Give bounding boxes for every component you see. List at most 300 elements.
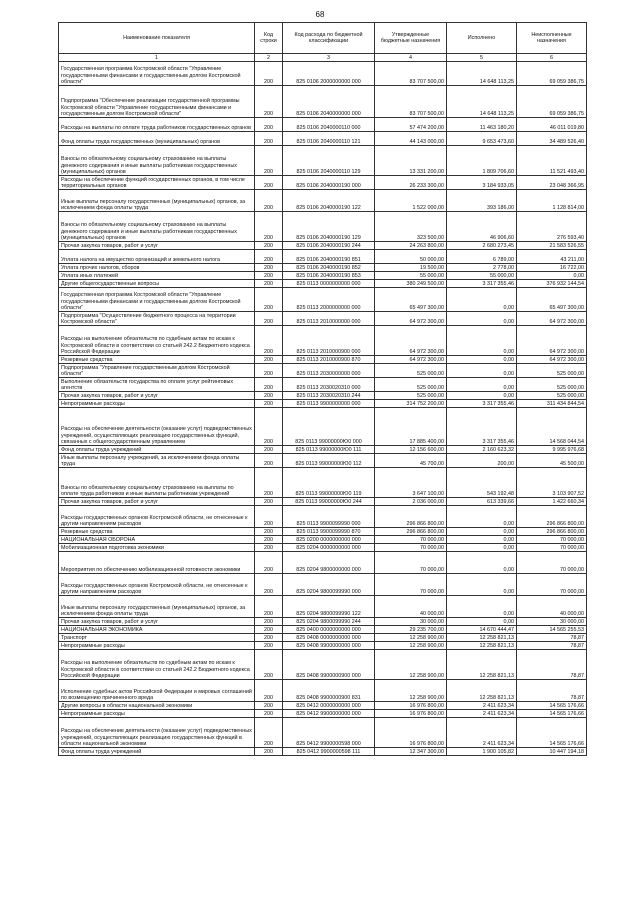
cell-approved: 70 000,00 bbox=[375, 536, 447, 544]
cell-indicator-name: Иные выплаты персоналу учреждений, за исключением фонда оплаты труда bbox=[59, 454, 255, 468]
cell-budget-code: 825 0113 9900099990 870 bbox=[283, 528, 375, 536]
cell-executed: 46 906,60 bbox=[447, 212, 517, 242]
cell-executed: 12 258 821,13 bbox=[447, 680, 517, 702]
cell-indicator-name: Исполнение судебных актов Российской Федерации и мировых соглашений по возмещению причиненного вреда bbox=[59, 680, 255, 702]
table-row bbox=[59, 86, 587, 118]
cell-budget-code: 825 0113 2010000000 000 bbox=[283, 312, 375, 326]
cell-line-code: 200 bbox=[255, 312, 283, 326]
cell-executed: 3 184 933,05 bbox=[447, 176, 517, 190]
page-number: 68 bbox=[315, 10, 325, 19]
cell-unexecuted: 16 722,00 bbox=[517, 264, 587, 272]
cell-budget-code: 825 0400 0000000000 000 bbox=[283, 626, 375, 634]
table-row bbox=[59, 212, 587, 242]
cell-indicator-name: Подпрограмма "Осуществление бюджетного процесса на территории Костромской области" bbox=[59, 312, 255, 326]
cell-executed: 0,00 bbox=[447, 364, 517, 378]
cell-executed: 0,00 bbox=[447, 618, 517, 626]
cell-indicator-name: Прочая закупка товаров, работ и услуг bbox=[59, 498, 255, 506]
table-row bbox=[59, 552, 587, 574]
cell-executed: 2 680 273,45 bbox=[447, 242, 517, 250]
cell-approved: 13 331 200,00 bbox=[375, 146, 447, 176]
cell-executed: 55 000,00 bbox=[447, 272, 517, 280]
cell-executed: 2 778,00 bbox=[447, 264, 517, 272]
cell-budget-code: 825 0412 0000000000 000 bbox=[283, 702, 375, 710]
cell-executed: 0,00 bbox=[447, 378, 517, 392]
cell-line-code: 200 bbox=[255, 748, 283, 756]
cell-budget-code: 825 0106 2040000190 853 bbox=[283, 272, 375, 280]
cell-approved: 12 347 300,00 bbox=[375, 748, 447, 756]
table-row bbox=[59, 536, 587, 544]
cell-approved: 70 000,00 bbox=[375, 552, 447, 574]
column-index: 6 bbox=[517, 54, 587, 62]
table-row bbox=[59, 702, 587, 710]
cell-budget-code: 825 0106 2040000110 129 bbox=[283, 146, 375, 176]
cell-indicator-name: Транспорт bbox=[59, 634, 255, 642]
table-row bbox=[59, 326, 587, 356]
table-row bbox=[59, 288, 587, 312]
cell-line-code: 200 bbox=[255, 326, 283, 356]
cell-budget-code: 825 0106 2040000110 121 bbox=[283, 132, 375, 146]
cell-budget-code: 825 0106 2040000000 000 bbox=[283, 86, 375, 118]
cell-budget-code: 825 0113 2030000000 000 bbox=[283, 364, 375, 378]
table-row bbox=[59, 468, 587, 498]
cell-budget-code: 825 0113 2010000900 000 bbox=[283, 326, 375, 356]
cell-approved: 40 000,00 bbox=[375, 596, 447, 618]
cell-unexecuted: 296 866 800,00 bbox=[517, 528, 587, 536]
cell-unexecuted: 78,87 bbox=[517, 642, 587, 650]
cell-indicator-name: Иные выплаты персоналу государственных (муниципальных) органов, за исключением фонда оплаты труда bbox=[59, 190, 255, 212]
cell-unexecuted: 40 000,00 bbox=[517, 596, 587, 618]
cell-approved: 3 647 100,00 bbox=[375, 468, 447, 498]
table-body bbox=[59, 62, 587, 756]
cell-budget-code: 825 0113 99000000Ю0 244 bbox=[283, 498, 375, 506]
cell-approved: 29 235 700,00 bbox=[375, 626, 447, 634]
cell-indicator-name: Иные выплаты персоналу государственных (муниципальных) органов, за исключением фонда оплаты труда bbox=[59, 596, 255, 618]
cell-unexecuted: 0,00 bbox=[517, 272, 587, 280]
cell-approved: 1 522 000,00 bbox=[375, 190, 447, 212]
table-row bbox=[59, 408, 587, 446]
cell-unexecuted: 69 059 386,75 bbox=[517, 86, 587, 118]
header-unexecuted: Неисполненные назначения bbox=[517, 23, 587, 54]
cell-budget-code: 825 0106 2040000190 122 bbox=[283, 190, 375, 212]
cell-executed: 0,00 bbox=[447, 506, 517, 528]
cell-budget-code: 825 0204 9800000000 000 bbox=[283, 552, 375, 574]
cell-executed: 3 317 355,46 bbox=[447, 400, 517, 408]
cell-executed: 12 258 821,13 bbox=[447, 650, 517, 680]
cell-indicator-name: Фонд оплаты труда государственных (муниципальных) органов bbox=[59, 132, 255, 146]
cell-budget-code: 825 0408 9900000000 000 bbox=[283, 642, 375, 650]
table-row bbox=[59, 544, 587, 552]
cell-budget-code: 825 0408 0000000000 000 bbox=[283, 634, 375, 642]
cell-unexecuted: 70 000,00 bbox=[517, 536, 587, 544]
column-index: 5 bbox=[447, 54, 517, 62]
cell-line-code: 200 bbox=[255, 702, 283, 710]
table-row bbox=[59, 242, 587, 250]
cell-executed: 6 789,00 bbox=[447, 250, 517, 264]
cell-indicator-name: НАЦИОНАЛЬНАЯ ЭКОНОМИКА bbox=[59, 626, 255, 634]
cell-line-code: 200 bbox=[255, 118, 283, 132]
cell-unexecuted: 69 059 386,75 bbox=[517, 62, 587, 86]
cell-approved: 70 000,00 bbox=[375, 574, 447, 596]
table-row bbox=[59, 392, 587, 400]
cell-line-code: 200 bbox=[255, 364, 283, 378]
cell-approved: 2 036 000,00 bbox=[375, 498, 447, 506]
cell-approved: 380 249 500,00 bbox=[375, 280, 447, 288]
cell-indicator-name: Расходы государственных органов Костромской области, не отнесенные к другим направлениям расходов bbox=[59, 506, 255, 528]
cell-unexecuted: 525 000,00 bbox=[517, 378, 587, 392]
table-row bbox=[59, 680, 587, 702]
cell-executed: 0,00 bbox=[447, 326, 517, 356]
cell-unexecuted: 43 211,00 bbox=[517, 250, 587, 264]
cell-line-code: 200 bbox=[255, 528, 283, 536]
cell-indicator-name: Мобилизационная подготовка экономики bbox=[59, 544, 255, 552]
cell-line-code: 200 bbox=[255, 272, 283, 280]
table-header-row bbox=[59, 23, 587, 54]
cell-budget-code: 825 0204 9800099990 000 bbox=[283, 574, 375, 596]
cell-approved: 12 258 900,00 bbox=[375, 650, 447, 680]
cell-approved: 16 976 800,00 bbox=[375, 702, 447, 710]
cell-budget-code: 825 0106 2040000110 000 bbox=[283, 118, 375, 132]
table-row bbox=[59, 132, 587, 146]
cell-unexecuted: 70 000,00 bbox=[517, 574, 587, 596]
cell-budget-code: 825 0106 2040000190 000 bbox=[283, 176, 375, 190]
cell-unexecuted: 70 000,00 bbox=[517, 552, 587, 574]
cell-line-code: 200 bbox=[255, 264, 283, 272]
budget-execution-table bbox=[58, 22, 587, 756]
table-row bbox=[59, 618, 587, 626]
cell-approved: 50 000,00 bbox=[375, 250, 447, 264]
cell-approved: 45 700,00 bbox=[375, 454, 447, 468]
column-index: 1 bbox=[59, 54, 255, 62]
cell-unexecuted: 525 000,00 bbox=[517, 364, 587, 378]
cell-unexecuted: 311 434 844,54 bbox=[517, 400, 587, 408]
cell-line-code: 200 bbox=[255, 468, 283, 498]
header-executed: Исполнено bbox=[447, 23, 517, 54]
cell-indicator-name: НАЦИОНАЛЬНАЯ ОБОРОНА bbox=[59, 536, 255, 544]
cell-line-code: 200 bbox=[255, 626, 283, 634]
cell-approved: 30 000,00 bbox=[375, 618, 447, 626]
table-row bbox=[59, 710, 587, 718]
cell-budget-code: 825 0106 2040000190 852 bbox=[283, 264, 375, 272]
cell-line-code: 200 bbox=[255, 680, 283, 702]
cell-budget-code: 825 0113 2010000900 870 bbox=[283, 356, 375, 364]
cell-budget-code: 825 0204 9800099990 244 bbox=[283, 618, 375, 626]
cell-line-code: 200 bbox=[255, 62, 283, 86]
cell-budget-code: 825 0106 2040000190 851 bbox=[283, 250, 375, 264]
cell-executed: 12 258 821,13 bbox=[447, 634, 517, 642]
cell-line-code: 200 bbox=[255, 650, 283, 680]
cell-indicator-name: Другие общегосударственные вопросы bbox=[59, 280, 255, 288]
cell-line-code: 200 bbox=[255, 552, 283, 574]
cell-budget-code: 825 0412 9900000598 111 bbox=[283, 748, 375, 756]
cell-line-code: 200 bbox=[255, 212, 283, 242]
cell-indicator-name: Расходы государственных органов Костромской области, не отнесенные к другим направлениям расходов bbox=[59, 574, 255, 596]
cell-indicator-name: Взносы по обязательному социальному страхованию на выплаты денежного содержания и иные выплаты работникам государственных (муниципальных) органов bbox=[59, 146, 255, 176]
cell-line-code: 200 bbox=[255, 446, 283, 454]
cell-line-code: 200 bbox=[255, 288, 283, 312]
cell-budget-code: 825 0412 9900000598 000 bbox=[283, 718, 375, 748]
cell-budget-code: 825 0113 2030020310 000 bbox=[283, 378, 375, 392]
cell-unexecuted: 10 447 194,18 bbox=[517, 748, 587, 756]
cell-indicator-name: Государственная программа Костромской области "Управление государственными финансами и государственным долгом Костромской области" bbox=[59, 62, 255, 86]
cell-line-code: 200 bbox=[255, 454, 283, 468]
cell-executed: 2 411 623,34 bbox=[447, 718, 517, 748]
table-row bbox=[59, 176, 587, 190]
cell-executed: 393 186,00 bbox=[447, 190, 517, 212]
table-row bbox=[59, 62, 587, 86]
cell-unexecuted: 64 972 300,00 bbox=[517, 312, 587, 326]
cell-approved: 296 866 800,00 bbox=[375, 528, 447, 536]
cell-indicator-name: Уплата прочих налогов, сборов bbox=[59, 264, 255, 272]
cell-unexecuted: 14 565 255,53 bbox=[517, 626, 587, 634]
cell-line-code: 200 bbox=[255, 408, 283, 446]
cell-unexecuted: 78,87 bbox=[517, 634, 587, 642]
cell-unexecuted: 64 972 300,00 bbox=[517, 326, 587, 356]
cell-indicator-name: Прочая закупка товаров, работ и услуг bbox=[59, 242, 255, 250]
cell-approved: 83 707 500,00 bbox=[375, 62, 447, 86]
cell-budget-code: 825 0106 2040000190 129 bbox=[283, 212, 375, 242]
cell-budget-code: 825 0113 2030020310 244 bbox=[283, 392, 375, 400]
table-row bbox=[59, 650, 587, 680]
cell-budget-code: 825 0412 9900000000 000 bbox=[283, 710, 375, 718]
cell-indicator-name: Резервные средства bbox=[59, 528, 255, 536]
cell-indicator-name: Мероприятия по обеспечению мобилизационной готовности экономики bbox=[59, 552, 255, 574]
cell-executed: 0,00 bbox=[447, 552, 517, 574]
column-index: 4 bbox=[375, 54, 447, 62]
table-row bbox=[59, 748, 587, 756]
cell-unexecuted: 30 000,00 bbox=[517, 618, 587, 626]
cell-indicator-name: Прочая закупка товаров, работ и услуг bbox=[59, 392, 255, 400]
cell-line-code: 200 bbox=[255, 86, 283, 118]
cell-executed: 200,00 bbox=[447, 454, 517, 468]
cell-unexecuted: 21 583 526,55 bbox=[517, 242, 587, 250]
header-indicator-name: Наименование показателя bbox=[59, 23, 255, 54]
cell-approved: 44 143 000,00 bbox=[375, 132, 447, 146]
cell-unexecuted: 1 128 814,00 bbox=[517, 190, 587, 212]
cell-line-code: 200 bbox=[255, 718, 283, 748]
cell-approved: 64 972 300,00 bbox=[375, 312, 447, 326]
cell-unexecuted: 9 995 976,68 bbox=[517, 446, 587, 454]
cell-unexecuted: 78,87 bbox=[517, 650, 587, 680]
cell-line-code: 200 bbox=[255, 190, 283, 212]
cell-budget-code: 825 0408 9900000900 000 bbox=[283, 650, 375, 680]
cell-budget-code: 825 0113 99000000Ю0 119 bbox=[283, 468, 375, 498]
cell-unexecuted: 276 593,40 bbox=[517, 212, 587, 242]
cell-approved: 12 258 900,00 bbox=[375, 642, 447, 650]
cell-approved: 16 976 800,00 bbox=[375, 718, 447, 748]
table-row bbox=[59, 506, 587, 528]
cell-line-code: 200 bbox=[255, 242, 283, 250]
cell-approved: 70 000,00 bbox=[375, 544, 447, 552]
cell-budget-code: 825 0113 99000000Ю0 111 bbox=[283, 446, 375, 454]
cell-unexecuted: 14 565 176,66 bbox=[517, 710, 587, 718]
cell-budget-code: 825 0200 0000000000 000 bbox=[283, 536, 375, 544]
cell-line-code: 200 bbox=[255, 536, 283, 544]
cell-unexecuted: 46 011 019,80 bbox=[517, 118, 587, 132]
cell-unexecuted: 296 866 800,00 bbox=[517, 506, 587, 528]
cell-line-code: 200 bbox=[255, 634, 283, 642]
cell-unexecuted: 70 000,00 bbox=[517, 544, 587, 552]
cell-executed: 0,00 bbox=[447, 574, 517, 596]
table-row bbox=[59, 364, 587, 378]
cell-indicator-name: Подпрограмма "Обеспечение реализации государственной программы Костромской области "Управление государственными финансами и государственным долгом Костромской области" bbox=[59, 86, 255, 118]
cell-executed: 14 670 444,47 bbox=[447, 626, 517, 634]
cell-indicator-name: Непрограммные расходы bbox=[59, 710, 255, 718]
cell-unexecuted: 3 103 907,52 bbox=[517, 468, 587, 498]
cell-line-code: 200 bbox=[255, 506, 283, 528]
cell-executed: 2 411 623,34 bbox=[447, 710, 517, 718]
table-row bbox=[59, 250, 587, 264]
cell-indicator-name: Расходы на обеспечение деятельности (оказание услуг) подведомственных учреждений, осуществляющих реализацию государственных функций в области национальной экономики bbox=[59, 718, 255, 748]
table-row bbox=[59, 264, 587, 272]
cell-line-code: 200 bbox=[255, 498, 283, 506]
cell-executed: 3 317 355,46 bbox=[447, 408, 517, 446]
cell-unexecuted: 14 568 044,54 bbox=[517, 408, 587, 446]
cell-unexecuted: 64 972 300,00 bbox=[517, 356, 587, 364]
cell-indicator-name: Фонд оплаты труда учреждений bbox=[59, 446, 255, 454]
cell-unexecuted: 23 048 366,95 bbox=[517, 176, 587, 190]
table-row bbox=[59, 626, 587, 634]
cell-executed: 14 648 113,25 bbox=[447, 62, 517, 86]
table-row bbox=[59, 634, 587, 642]
cell-executed: 1 809 706,60 bbox=[447, 146, 517, 176]
cell-executed: 0,00 bbox=[447, 528, 517, 536]
cell-executed: 0,00 bbox=[447, 392, 517, 400]
cell-approved: 64 972 300,00 bbox=[375, 326, 447, 356]
table-row bbox=[59, 642, 587, 650]
cell-approved: 26 233 300,00 bbox=[375, 176, 447, 190]
table-row bbox=[59, 146, 587, 176]
cell-executed: 9 653 473,60 bbox=[447, 132, 517, 146]
cell-executed: 0,00 bbox=[447, 544, 517, 552]
cell-unexecuted: 525 000,00 bbox=[517, 392, 587, 400]
cell-line-code: 200 bbox=[255, 132, 283, 146]
cell-approved: 314 752 200,00 bbox=[375, 400, 447, 408]
table-row bbox=[59, 378, 587, 392]
table-row bbox=[59, 118, 587, 132]
cell-line-code: 200 bbox=[255, 250, 283, 264]
cell-budget-code: 825 0204 9800099990 122 bbox=[283, 596, 375, 618]
cell-budget-code: 825 0204 0000000000 000 bbox=[283, 544, 375, 552]
cell-indicator-name: Расходы на выплаты по оплате труда работников государственных органов bbox=[59, 118, 255, 132]
table-row bbox=[59, 280, 587, 288]
column-index: 2 bbox=[255, 54, 283, 62]
cell-budget-code: 825 0106 2040000190 244 bbox=[283, 242, 375, 250]
cell-unexecuted: 45 500,00 bbox=[517, 454, 587, 468]
cell-approved: 296 866 800,00 bbox=[375, 506, 447, 528]
table-row bbox=[59, 596, 587, 618]
cell-indicator-name: Расходы на обеспечение деятельности (оказание услуг) подведомственных учреждений, осуществляющих реализацию государственных функций, связанных с общегосударственным управлением bbox=[59, 408, 255, 446]
cell-executed: 0,00 bbox=[447, 312, 517, 326]
cell-approved: 525 000,00 bbox=[375, 364, 447, 378]
cell-approved: 323 500,00 bbox=[375, 212, 447, 242]
table-row bbox=[59, 446, 587, 454]
cell-executed: 14 648 113,25 bbox=[447, 86, 517, 118]
table-row bbox=[59, 312, 587, 326]
table-row bbox=[59, 574, 587, 596]
cell-executed: 3 317 355,46 bbox=[447, 280, 517, 288]
cell-approved: 19 500,00 bbox=[375, 264, 447, 272]
cell-unexecuted: 14 565 176,66 bbox=[517, 718, 587, 748]
header-budget-code: Код расхода по бюджетной классификации bbox=[283, 23, 375, 54]
cell-budget-code: 825 0113 99000000Ю0 112 bbox=[283, 454, 375, 468]
cell-executed: 0,00 bbox=[447, 536, 517, 544]
cell-approved: 65 497 300,00 bbox=[375, 288, 447, 312]
cell-executed: 11 463 180,20 bbox=[447, 118, 517, 132]
cell-indicator-name: Непрограммные расходы bbox=[59, 400, 255, 408]
cell-indicator-name: Государственная программа Костромской области "Управление государственными финансами и государственным долгом Костромской области" bbox=[59, 288, 255, 312]
cell-indicator-name: Взносы по обязательному социальному страхованию на выплаты денежного содержания и иные выплаты работникам государственных (муниципальных) органов bbox=[59, 212, 255, 242]
cell-indicator-name: Выполнение обязательств государства по оплате услуг рейтинговых агентств bbox=[59, 378, 255, 392]
table-row bbox=[59, 400, 587, 408]
cell-executed: 2 411 623,34 bbox=[447, 702, 517, 710]
cell-budget-code: 825 0113 2000000000 000 bbox=[283, 288, 375, 312]
cell-executed: 543 192,48 bbox=[447, 468, 517, 498]
cell-indicator-name: Подпрограмма "Управление государственным долгом Костромской области" bbox=[59, 364, 255, 378]
cell-indicator-name: Уплата иных платежей bbox=[59, 272, 255, 280]
cell-unexecuted: 78,87 bbox=[517, 680, 587, 702]
cell-line-code: 200 bbox=[255, 544, 283, 552]
cell-executed: 2 160 623,32 bbox=[447, 446, 517, 454]
cell-line-code: 200 bbox=[255, 392, 283, 400]
cell-approved: 525 000,00 bbox=[375, 392, 447, 400]
cell-budget-code: 825 0113 99000000Ю0 000 bbox=[283, 408, 375, 446]
cell-line-code: 200 bbox=[255, 618, 283, 626]
cell-line-code: 200 bbox=[255, 400, 283, 408]
cell-executed: 613 339,66 bbox=[447, 498, 517, 506]
header-approved: Утвержденные бюджетные назначения bbox=[375, 23, 447, 54]
cell-unexecuted: 14 565 176,66 bbox=[517, 702, 587, 710]
cell-indicator-name: Фонд оплаты труда учреждений bbox=[59, 748, 255, 756]
cell-line-code: 200 bbox=[255, 176, 283, 190]
cell-line-code: 200 bbox=[255, 146, 283, 176]
cell-indicator-name: Взносы по обязательному социальному страхованию на выплаты по оплате труда работников и иные выплаты работникам учреждений bbox=[59, 468, 255, 498]
cell-budget-code: 825 0113 0000000000 000 bbox=[283, 280, 375, 288]
cell-approved: 24 263 800,00 bbox=[375, 242, 447, 250]
cell-line-code: 200 bbox=[255, 596, 283, 618]
cell-approved: 16 976 800,00 bbox=[375, 710, 447, 718]
cell-line-code: 200 bbox=[255, 642, 283, 650]
cell-line-code: 200 bbox=[255, 280, 283, 288]
cell-indicator-name: Другие вопросы в области национальной экономики bbox=[59, 702, 255, 710]
cell-approved: 55 000,00 bbox=[375, 272, 447, 280]
cell-approved: 12 156 600,00 bbox=[375, 446, 447, 454]
table-row bbox=[59, 356, 587, 364]
table-row bbox=[59, 454, 587, 468]
cell-budget-code: 825 0408 9900000900 831 bbox=[283, 680, 375, 702]
cell-budget-code: 825 0113 9900099990 000 bbox=[283, 506, 375, 528]
cell-approved: 17 885 400,00 bbox=[375, 408, 447, 446]
table-row bbox=[59, 528, 587, 536]
cell-indicator-name: Расходы на обеспечение функций государственных органов, в том числе территориальных органов bbox=[59, 176, 255, 190]
cell-indicator-name: Резервные средства bbox=[59, 356, 255, 364]
cell-approved: 12 258 900,00 bbox=[375, 680, 447, 702]
cell-executed: 0,00 bbox=[447, 596, 517, 618]
cell-approved: 525 000,00 bbox=[375, 378, 447, 392]
cell-line-code: 200 bbox=[255, 378, 283, 392]
cell-executed: 0,00 bbox=[447, 356, 517, 364]
cell-budget-code: 825 0113 9900000000 000 bbox=[283, 400, 375, 408]
cell-indicator-name: Прочая закупка товаров, работ и услуг bbox=[59, 618, 255, 626]
cell-unexecuted: 376 932 144,54 bbox=[517, 280, 587, 288]
column-index-row bbox=[59, 54, 587, 62]
cell-unexecuted: 34 489 526,40 bbox=[517, 132, 587, 146]
cell-executed: 1 900 105,82 bbox=[447, 748, 517, 756]
cell-indicator-name: Непрограммные расходы bbox=[59, 642, 255, 650]
cell-indicator-name: Уплата налога на имущество организаций и земельного налога bbox=[59, 250, 255, 264]
cell-line-code: 200 bbox=[255, 710, 283, 718]
cell-executed: 12 258 821,13 bbox=[447, 642, 517, 650]
cell-approved: 57 474 200,00 bbox=[375, 118, 447, 132]
